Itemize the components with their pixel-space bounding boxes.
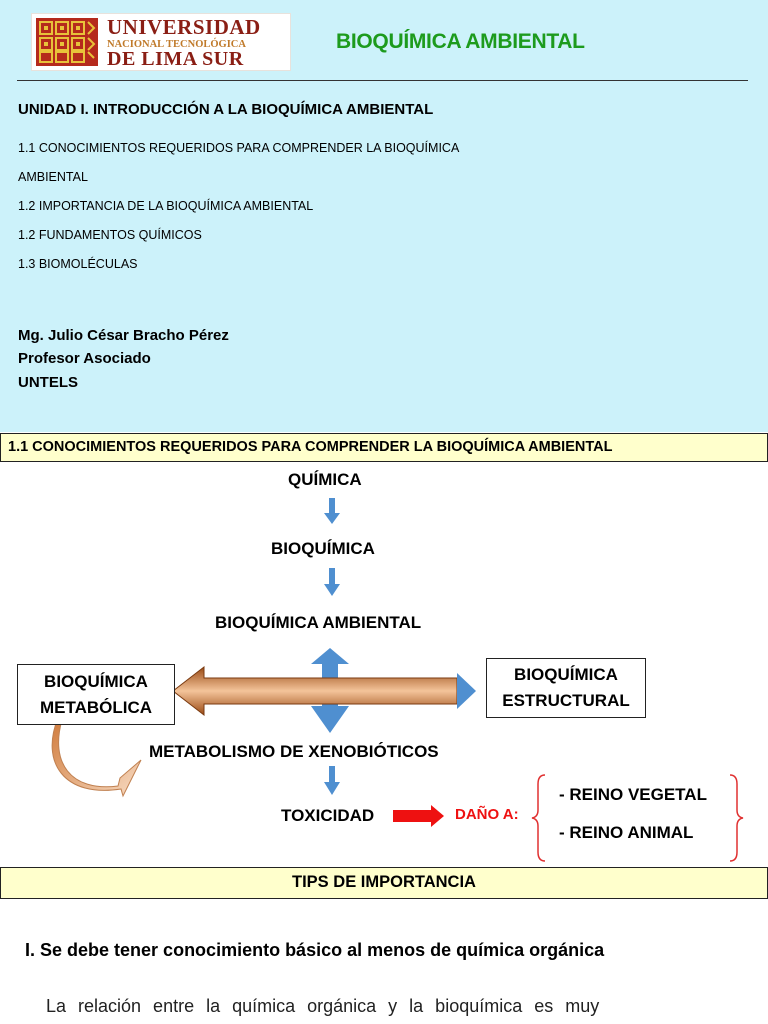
logo-line-2: NACIONAL TECNOLÓGICA: [107, 39, 246, 50]
box-line: BIOQUÍMICA: [44, 672, 148, 691]
divider: [17, 80, 748, 81]
node-bioquimica-ambiental: BIOQUÍMICA AMBIENTAL: [215, 613, 422, 632]
section-title-bar: 1.1 CONOCIMIENTOS REQUERIDOS PARA COMPRENDER LA BIOQUÍMICA AMBIENTAL: [0, 433, 768, 462]
university-logo-emblem-icon: [36, 18, 98, 66]
node-metabolismo: METABOLISMO DE XENOBIÓTICOS: [149, 742, 439, 761]
author-name: Mg. Julio César Bracho Pérez: [18, 327, 229, 344]
university-logo: [31, 13, 291, 71]
tip-text: e debe tener conocimiento básico al menos de química orgánica: [52, 940, 605, 960]
reino-vegetal: - REINO VEGETAL: [559, 785, 707, 804]
tips-title-bar: TIPS DE IMPORTANCIA: [0, 867, 768, 899]
tip-prefix: I. S: [25, 940, 53, 960]
unit-item: 1.1 CONOCIMIENTOS REQUERIDOS PARA COMPRENDER LA BIOQUÍMICA: [18, 141, 460, 155]
unit-item: AMBIENTAL: [18, 170, 88, 184]
curly-brace-icon: [730, 775, 743, 861]
page-title: BIOQUÍMICA AMBIENTAL: [336, 30, 585, 53]
author-institution: UNTELS: [18, 374, 78, 391]
tip-heading: [25, 940, 604, 961]
title-slide: [0, 0, 768, 432]
box-bioquimica-estructural: [486, 658, 646, 718]
curly-brace-icon: [532, 775, 545, 861]
red-right-arrow-icon: [393, 805, 444, 827]
box-bioquimica-metabolica: [17, 664, 175, 725]
unit-item: 1.2 IMPORTANCIA DE LA BIOQUÍMICA AMBIENTAL: [18, 199, 314, 213]
node-toxicidad: TOXICIDAD: [281, 806, 375, 825]
box-line: BIOQUÍMICA: [514, 665, 618, 684]
box-line: METABÓLICA: [39, 698, 153, 717]
author-role: Profesor Asociado: [18, 350, 151, 367]
tip-paragraph: La relación entre la química orgánica y la bioquímica es muy: [46, 996, 600, 1016]
unit-item: 1.2 FUNDAMENTOS QUÍMICOS: [18, 228, 202, 242]
logo-line-3: DE LIMA SUR: [107, 48, 244, 70]
curved-arrow-icon: [52, 718, 141, 796]
unit-heading: UNIDAD I. INTRODUCCIÓN A LA BIOQUÍMICA AMBIENTAL: [18, 101, 434, 118]
node-quimica: QUÍMICA: [288, 470, 362, 489]
logo-line-1: UNIVERSIDAD: [107, 15, 261, 39]
dano-label: DAÑO A:: [455, 806, 519, 823]
box-line: ESTRUCTURAL: [502, 691, 630, 710]
reino-animal: - REINO ANIMAL: [559, 823, 694, 842]
unit-item: 1.3 BIOMOLÉCULAS: [18, 257, 138, 271]
node-bioquimica: BIOQUÍMICA: [271, 539, 375, 558]
